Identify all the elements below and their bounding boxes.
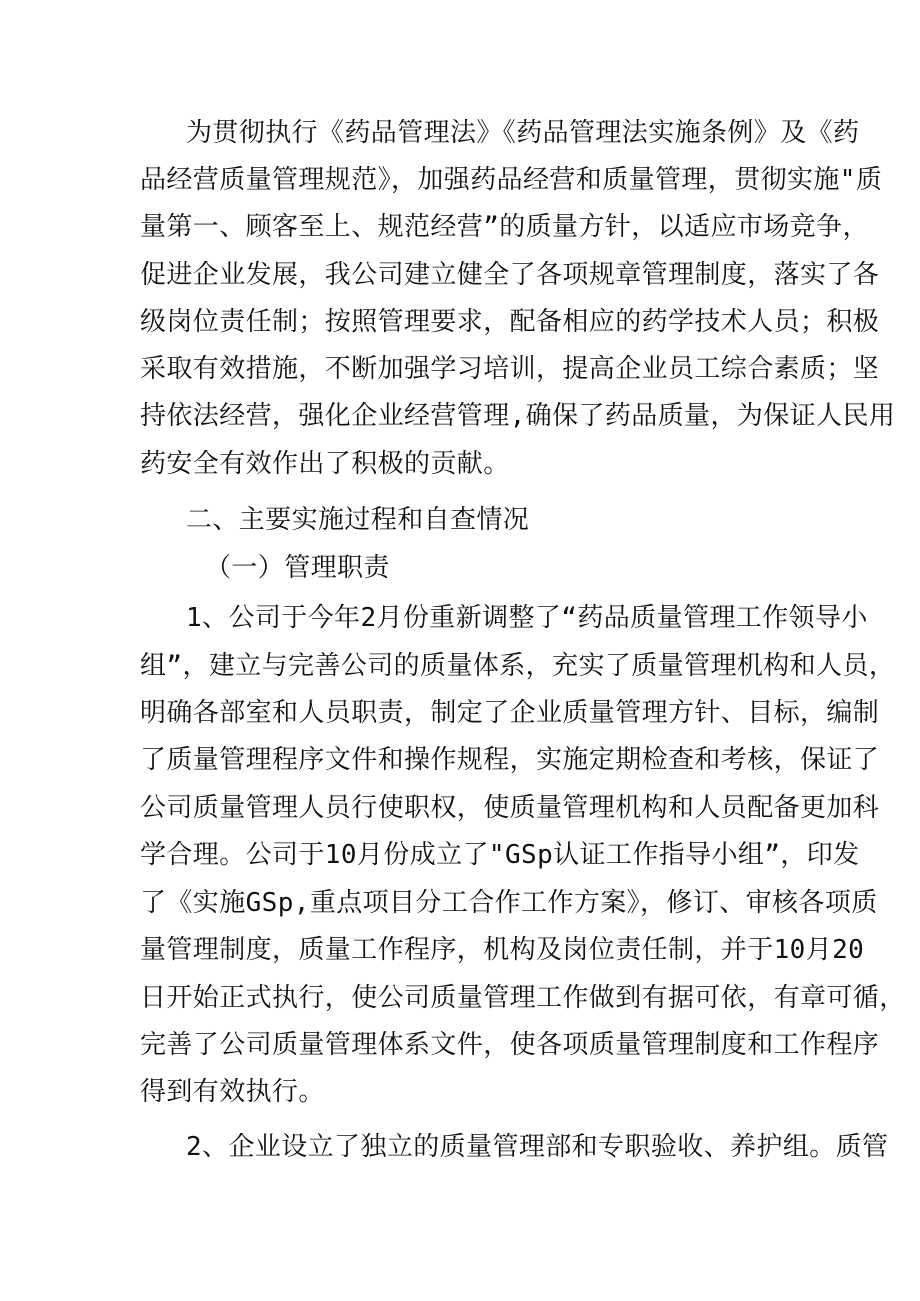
paragraph-1-line-3: 明确各部室和人员职责，制定了企业质量管理方针、目标，编制	[140, 698, 880, 728]
subsection-heading: （一）管理职责	[205, 553, 390, 583]
paragraph-intro-line-8: 药安全有效作出了积极的贡献。	[140, 449, 510, 479]
paragraph-intro-line-3: 量第一、顾客至上、规范经营”的质量方针，以适应市场竞争，	[140, 212, 869, 242]
paragraph-intro-line-4: 促进企业发展，我公司建立健全了各项规章管理制度，落实了各	[140, 260, 880, 290]
paragraph-1-line-6: 学合理。公司于10月份成立了"GSp认证工作指导小组”，印发	[140, 840, 860, 870]
paragraph-1-line-5: 公司质量管理人员行使职权，使质量管理机构和人员配备更加科	[140, 793, 880, 823]
paragraph-2-line-1: 2、企业设立了独立的质量管理部和专职验收、养护组。质管	[186, 1132, 889, 1162]
paragraph-1-line-10: 完善了公司质量管理体系文件，使各项质量管理制度和工作程序	[140, 1030, 880, 1060]
paragraph-1-line-7: 了《实施GSp,重点项目分工合作工作方案》，修订、审核各项质	[140, 888, 878, 918]
paragraph-1-line-11: 得到有效执行。	[140, 1077, 325, 1107]
paragraph-1-line-2: 组”，建立与完善公司的质量体系，充实了质量管理机构和人员，	[140, 651, 896, 681]
paragraph-intro-line-5: 级岗位责任制；按照管理要求，配备相应的药学技术人员；积极	[140, 307, 880, 337]
paragraph-1-line-8: 量管理制度，质量工作程序，机构及岗位责任制，并于10月20	[140, 935, 865, 965]
paragraph-intro-line-2: 品经营质量管理规范》，加强药品经营和质量管理，贯彻实施"质	[140, 165, 883, 195]
paragraph-intro-line-6: 采取有效措施，不断加强学习培训，提高企业员工综合素质；坚	[140, 354, 880, 384]
paragraph-1-line-1: 1、公司于今年2月份重新调整了“药品质量管理工作领导小	[186, 603, 868, 633]
section-heading: 二、主要实施过程和自查情况	[186, 505, 530, 535]
paragraph-1-line-4: 了质量管理程序文件和操作规程，实施定期检查和考核，保证了	[140, 745, 880, 775]
paragraph-intro-line-1: 为贯彻执行《药品管理法》《药品管理法实施条例》及《药	[186, 118, 860, 148]
paragraph-1-line-9: 日开始正式执行，使公司质量管理工作做到有据可依，有章可循，	[140, 983, 906, 1013]
paragraph-intro-line-7: 持依法经营，强化企业经营管理,确保了药品质量，为保证人民用	[140, 401, 896, 431]
